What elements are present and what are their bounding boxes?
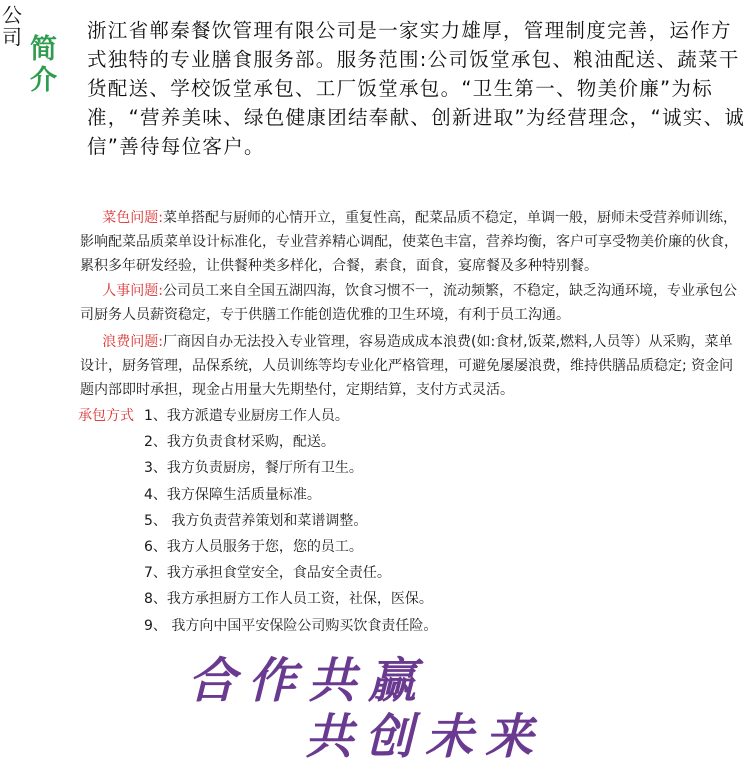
list-item: 9、 我方向中国平安保险公司购买饮食责任险。 [144,617,438,634]
corner-green-char-2: 介 [30,65,57,96]
slogan-line-2: 共创未来 [305,709,546,765]
section-staff [80,279,745,327]
list-item: 6、我方人员服务于您，您的员工。 [144,538,363,555]
corner-title [2,4,22,48]
list-item: 7、我方承担食堂安全，食品安全责任。 [144,565,391,582]
list-item: 8、我方承担厨方工作人员工资，社保，医保。 [144,591,433,608]
list-item: 4、我方保障生活质量标准。 [144,486,321,503]
slogan-line-1: 合作共赢 [188,653,429,709]
section-waste-text: 厂商因自办无法投入专业管理，容易造成成本浪费(如:食材,饭菜,燃料,人员等）从采购，菜单设计，厨务管理，品保系统，人员训练等均专业化严格管理，可避免屡屡浪费，维持供膳品质稳定; 资金问题内部即时承担，现金占用量大先期垫付，定期结算，支付方式灵活。 [80,334,734,398]
list-item: 5、 我方负责营养策划和菜谱调整。 [144,512,368,529]
list-item: 2、我方负责食材采购，配送。 [144,434,335,451]
corner-title-char-2: 司 [2,25,22,49]
section-staff-text: 公司员工来自全国五湖四海，饮食习惯不一，流动频繁，不稳定，缺乏沟通环境，专业承包公司厨务人员薪资稳定，专于供膳工作能创造优雅的卫生环境，有利于员工沟通。 [80,283,737,323]
corner-title-green [30,34,57,96]
list-item: 3、我方负责厨房，餐厅所有卫生。 [144,460,363,477]
section-waste-label: 浪费问题: [102,334,163,350]
contract-list [144,404,437,640]
section-menu [80,206,745,278]
section-menu-label: 菜色问题: [102,210,163,226]
contract-label: 承包方式 [78,408,134,424]
section-staff-label: 人事问题: [102,283,163,299]
section-waste [80,330,745,402]
company-intro: 浙江省郸秦餐饮管理有限公司是一家实力雄厚，管理制度完善，运作方式独特的专业膳食服务部。服务范围:公司饭堂承包、粮油配送、蔬菜干货配送、学校饭堂承包、工厂饭堂承包。“卫生第一、物美价廉”为标准，“营养美味、绿色健康团结奉献、创新进取”为经营理念，“诚实、诚信”善待每位客户。 [87,19,746,158]
list-item: 1、我方派遣专业厨房工作人员。 [144,408,349,424]
corner-green-char-1: 简 [30,34,57,65]
section-menu-text: 菜单搭配与厨师的心情开立，重复性高，配菜品质不稳定，单调一般，厨师未受营养师训练，影响配菜品质菜单设计标准化，专业营养精心调配，使菜色丰富，营养均衡，客户可享受物美价廉的伙食，累积多年研发经验，让供餐种类多样化，合餐，素食，面食，宴席餐及多种特别餐。 [80,210,738,274]
corner-title-char-1: 公 [2,3,22,27]
